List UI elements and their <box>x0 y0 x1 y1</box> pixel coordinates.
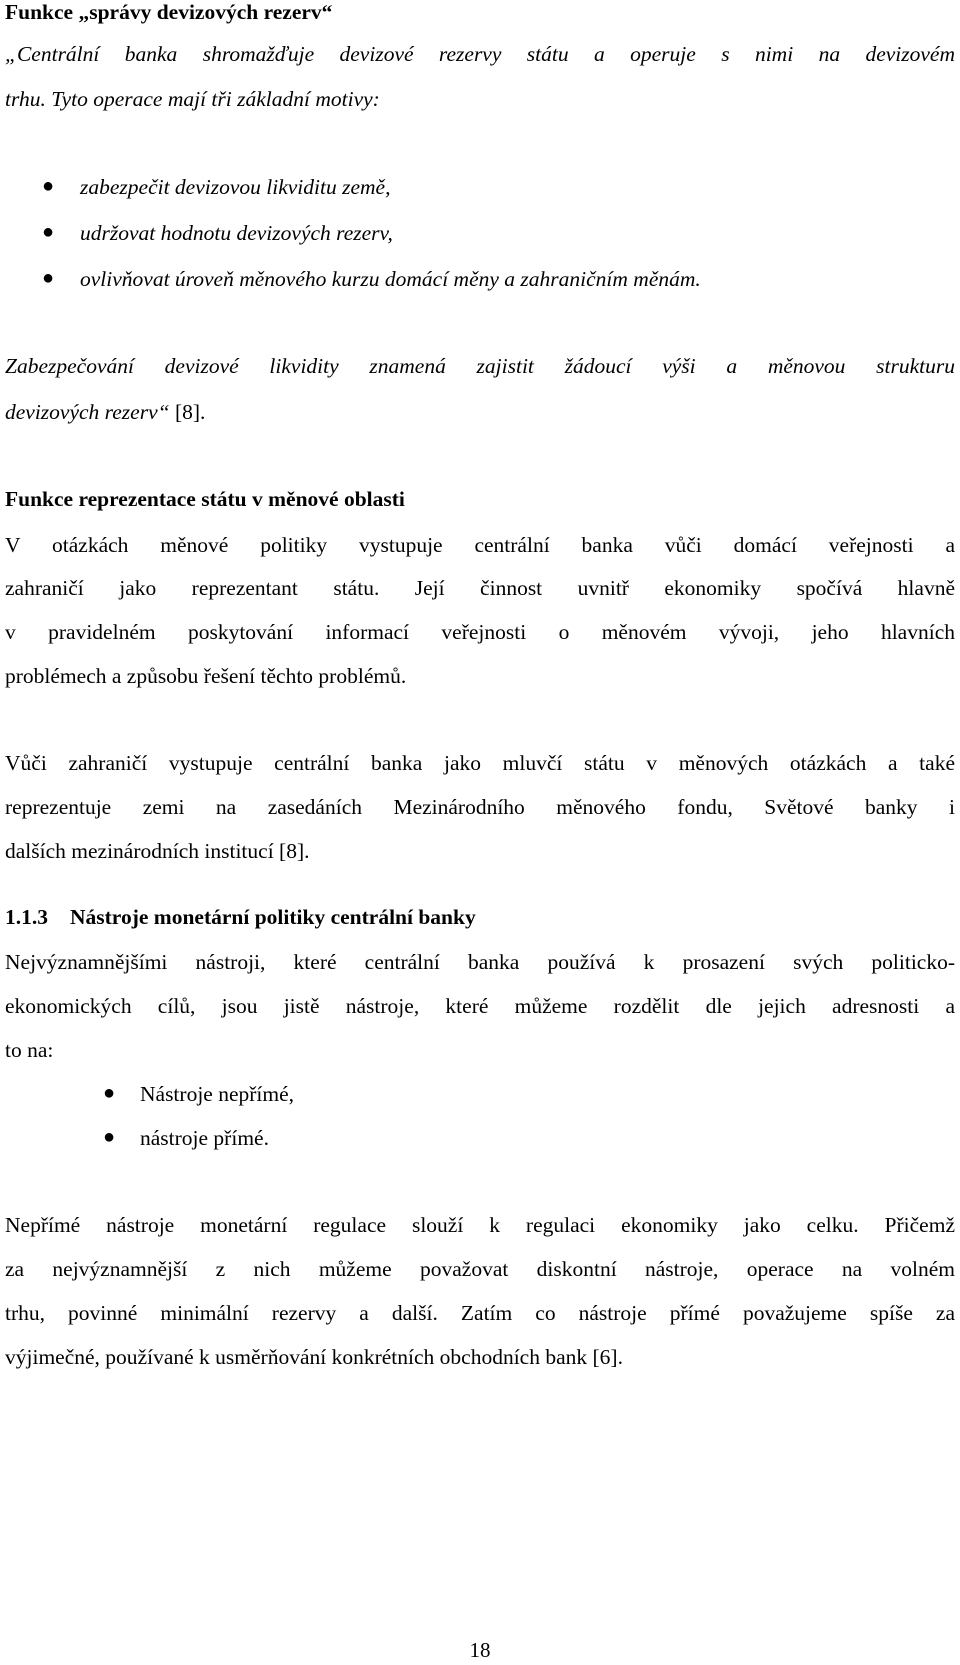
paragraph-line: ekonomických cílů, jsou jistě nástroje, které můžeme rozdělit dle jejich adresnosti a <box>5 994 955 1018</box>
section-heading-representation: Funkce reprezentace státu v měnové oblasti <box>5 487 405 511</box>
paragraph-line: Nejvýznamnějšími nástroji, které centrální banka používá k prosazení svých politicko- <box>5 950 955 974</box>
paragraph-line: Vůči zahraničí vystupuje centrální banka jako mluvčí státu v měnových otázkách a také <box>5 751 955 775</box>
paragraph-line: zahraničí jako reprezentant státu. Její činnost uvnitř ekonomiky spočívá hlavně <box>5 576 955 600</box>
section-heading-instruments <box>5 905 476 930</box>
paragraph-line: reprezentuje zemi na zasedáních Mezinárodního měnového fondu, Světové banky i <box>5 795 955 819</box>
paragraph-line: dalších mezinárodních institucí [8]. <box>5 839 310 863</box>
paragraph-line: Zabezpečování devizové likvidity znamená zajistit žádoucí výši a měnovou strukturu <box>5 354 955 378</box>
section-number: 1.1.3 <box>5 905 48 929</box>
paragraph-line <box>5 400 205 425</box>
bullet-icon: ● <box>42 175 55 197</box>
paragraph-line: Nepřímé nástroje monetární regulace slouží k regulaci ekonomiky jako celku. Přičemž <box>5 1213 955 1237</box>
paragraph-line: za nejvýznamnější z nich můžeme považovat diskontní nástroje, operace na volném <box>5 1257 955 1281</box>
paragraph-line: v pravidelném poskytování informací veřejnosti o měnovém vývoji, jeho hlavních <box>5 620 955 644</box>
list-item: nástroje přímé. <box>140 1126 269 1150</box>
paragraph-italic: devizových rezerv“ <box>5 400 170 424</box>
bullet-icon: ● <box>42 221 55 243</box>
section-heading-reserves: Funkce „správy devizových rezerv“ <box>5 0 333 24</box>
citation: [8]. <box>169 400 206 424</box>
section-title: Nástroje monetární politiky centrální banky <box>70 905 476 929</box>
paragraph-line: výjimečné, používané k usměrňování konkrétních obchodních bank [6]. <box>5 1345 623 1369</box>
list-item: Nástroje nepřímé, <box>140 1082 295 1106</box>
paragraph-line: to na: <box>5 1038 54 1062</box>
bullet-icon: ● <box>103 1082 116 1104</box>
quote-line: „Centrální banka shromažďuje devizové rezervy státu a operuje s nimi na devizovém <box>5 42 955 66</box>
page-number: 18 <box>469 1638 491 1662</box>
list-item: ovlivňovat úroveň měnového kurzu domácí měny a zahraničním měnám. <box>80 267 701 291</box>
paragraph-line: V otázkách měnové politiky vystupuje centrální banka vůči domácí veřejnosti a <box>5 533 955 557</box>
bullet-icon: ● <box>42 267 55 289</box>
quote-line: trhu. Tyto operace mají tři základní motivy: <box>5 87 380 111</box>
paragraph-line: problémech a způsobu řešení těchto problémů. <box>5 664 407 688</box>
paragraph-line: trhu, povinné minimální rezervy a další. Zatím co nástroje přímé považujeme spíše za <box>5 1301 955 1325</box>
list-item: udržovat hodnotu devizových rezerv, <box>80 221 393 245</box>
bullet-icon: ● <box>103 1126 116 1148</box>
list-item: zabezpečit devizovou likviditu země, <box>80 175 391 199</box>
